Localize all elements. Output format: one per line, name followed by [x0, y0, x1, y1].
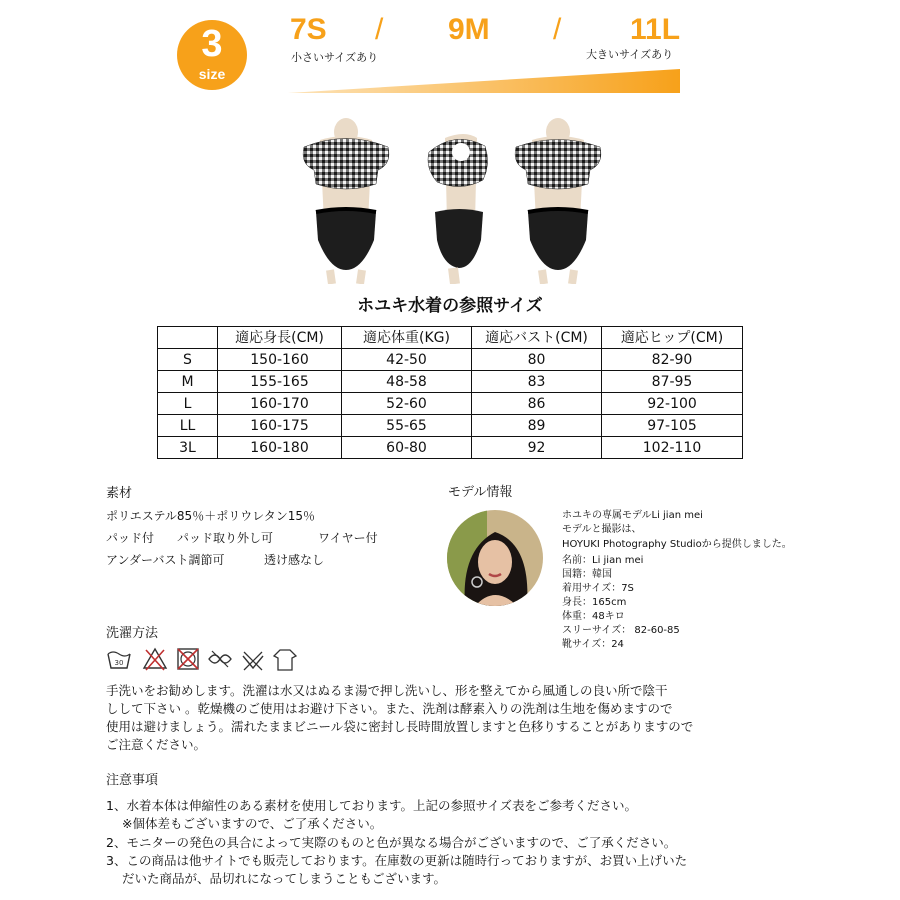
table-cell: 160-175	[218, 415, 342, 437]
feature-wire: ワイヤー付	[318, 531, 378, 545]
mannequin-back-view	[510, 112, 606, 284]
table-row	[158, 349, 743, 371]
table-cell: 97-105	[602, 415, 743, 437]
badge-number: 3	[201, 23, 223, 65]
size-7s: 7S	[290, 13, 327, 46]
notes-item-2: 2、モニターの発色の具合によって実際のものと色が異なる場合がございますので、ご了承ください。	[106, 835, 677, 850]
washing-text-1: 手洗いをお勧めします。洗濯は水又はぬるま湯で押し洗いし、形を整えてから風通しの良い所で陰干	[106, 683, 668, 698]
table-cell: 55-65	[342, 415, 472, 437]
model-height: 身長：165cm	[562, 597, 627, 608]
notes-item-1: 1、水着本体は伸縮性のある素材を使用しております。上記の参照サイズ表をご参考ください。	[106, 798, 637, 813]
washing-text-4: ご注意ください。	[106, 737, 207, 752]
model-intro-2: モデルと撮影は、	[562, 524, 642, 535]
table-header-cell: 適応バスト(CM)	[472, 327, 602, 349]
size-range-bar	[288, 69, 680, 93]
notes-item-1-sub: ※個体差もございますので、ご了承ください。	[122, 816, 383, 831]
washing-heading: 洗濯方法	[106, 626, 159, 641]
washing-text-2: しして下さい 。乾燥機のご使用はお避け下さい。また、洗剤は酵素入りの洗剤は生地を傷めますので	[106, 701, 673, 716]
slash-1: /	[375, 13, 384, 46]
no-bleach-icon	[142, 646, 168, 672]
table-cell: 155-165	[218, 371, 342, 393]
table-header-cell: 適応体重(KG)	[342, 327, 472, 349]
table-cell: 87-95	[602, 371, 743, 393]
size-9m: 9M	[448, 13, 490, 46]
table-cell: 86	[472, 393, 602, 415]
model-photo	[447, 510, 543, 606]
table-cell: 92-100	[602, 393, 743, 415]
feature-pad: パッド付	[106, 531, 155, 545]
note-small-size: 小さいサイズあり	[291, 51, 379, 64]
table-row	[158, 371, 743, 393]
table-cell: 82-90	[602, 349, 743, 371]
no-wring-icon	[207, 646, 233, 672]
material-composition: ポリエステル85％＋ポリウレタン15％	[106, 509, 315, 523]
hand-wash-icon	[106, 646, 132, 672]
table-cell: LL	[158, 415, 218, 437]
size-table	[157, 326, 743, 459]
notes-heading: 注意事項	[106, 773, 159, 788]
table-cell: 83	[472, 371, 602, 393]
no-tumble-dry-icon	[175, 646, 201, 672]
table-cell: S	[158, 349, 218, 371]
table-row	[158, 437, 743, 459]
badge-label: size	[198, 66, 226, 82]
feature-not-sheer: 透け感なし	[264, 553, 325, 567]
model-country: 国籍：韓国	[562, 569, 612, 580]
size-table-title: ホユキ水着の参照サイズ	[357, 296, 543, 316]
model-size: 着用サイズ：7S	[562, 583, 634, 594]
table-cell: 160-170	[218, 393, 342, 415]
note-large-size: 大きいサイズあり	[586, 48, 674, 61]
slash-2: /	[553, 13, 562, 46]
table-header-cell	[158, 327, 218, 349]
model-shoe-size: 靴サイズ：24	[562, 639, 624, 650]
table-cell: 80	[472, 349, 602, 371]
no-dry-clean-icon	[240, 646, 266, 672]
feature-removable-pad: パッド取り外し可	[177, 531, 274, 545]
washing-text-3: 使用は避けましょう。濡れたままビニール袋に密封し長時間放置しますと色移りすることがありますので	[106, 719, 694, 734]
table-cell: L	[158, 393, 218, 415]
table-header-row	[158, 327, 743, 349]
notes-item-3-cont: だいた商品が、品切れになってしまうこともございます。	[122, 871, 447, 886]
table-cell: 48-58	[342, 371, 472, 393]
model-intro-1: ホユキの専属モデルLi jian mei	[562, 510, 703, 521]
wash-temperature: 30	[114, 659, 124, 667]
table-cell: 60-80	[342, 437, 472, 459]
size-11l: 11L	[630, 13, 681, 46]
model-name: 名前：Li jian mei	[562, 555, 644, 566]
table-header-cell: 適応身長(CM)	[218, 327, 342, 349]
material-heading: 素材	[106, 486, 133, 501]
model-three-size: スリーサイズ： 82-60-85	[562, 625, 680, 636]
feature-underbust-adjust: アンダーバスト調節可	[106, 553, 225, 567]
table-cell: 52-60	[342, 393, 472, 415]
size-badge	[177, 20, 247, 90]
table-row	[158, 415, 743, 437]
table-cell: 102-110	[602, 437, 743, 459]
table-cell: 150-160	[218, 349, 342, 371]
table-cell: 92	[472, 437, 602, 459]
table-cell: 89	[472, 415, 602, 437]
table-row	[158, 393, 743, 415]
model-heading: モデル情報	[448, 485, 513, 500]
table-cell: M	[158, 371, 218, 393]
table-cell: 42-50	[342, 349, 472, 371]
table-cell: 3L	[158, 437, 218, 459]
mannequin-side-view	[425, 112, 495, 284]
dry-flat-icon	[272, 646, 298, 672]
model-intro-3: HOYUKI Photography Studioから提供しました。	[562, 539, 792, 550]
model-weight: 体重：48キロ	[562, 611, 625, 622]
table-header-cell: 適応ヒップ(CM)	[602, 327, 743, 349]
notes-item-3: 3、この商品は他サイトでも販売しております。在庫数の更新は随時行っておりますが、お買い上げいた	[106, 853, 688, 868]
mannequin-front-view	[298, 112, 394, 284]
table-cell: 160-180	[218, 437, 342, 459]
